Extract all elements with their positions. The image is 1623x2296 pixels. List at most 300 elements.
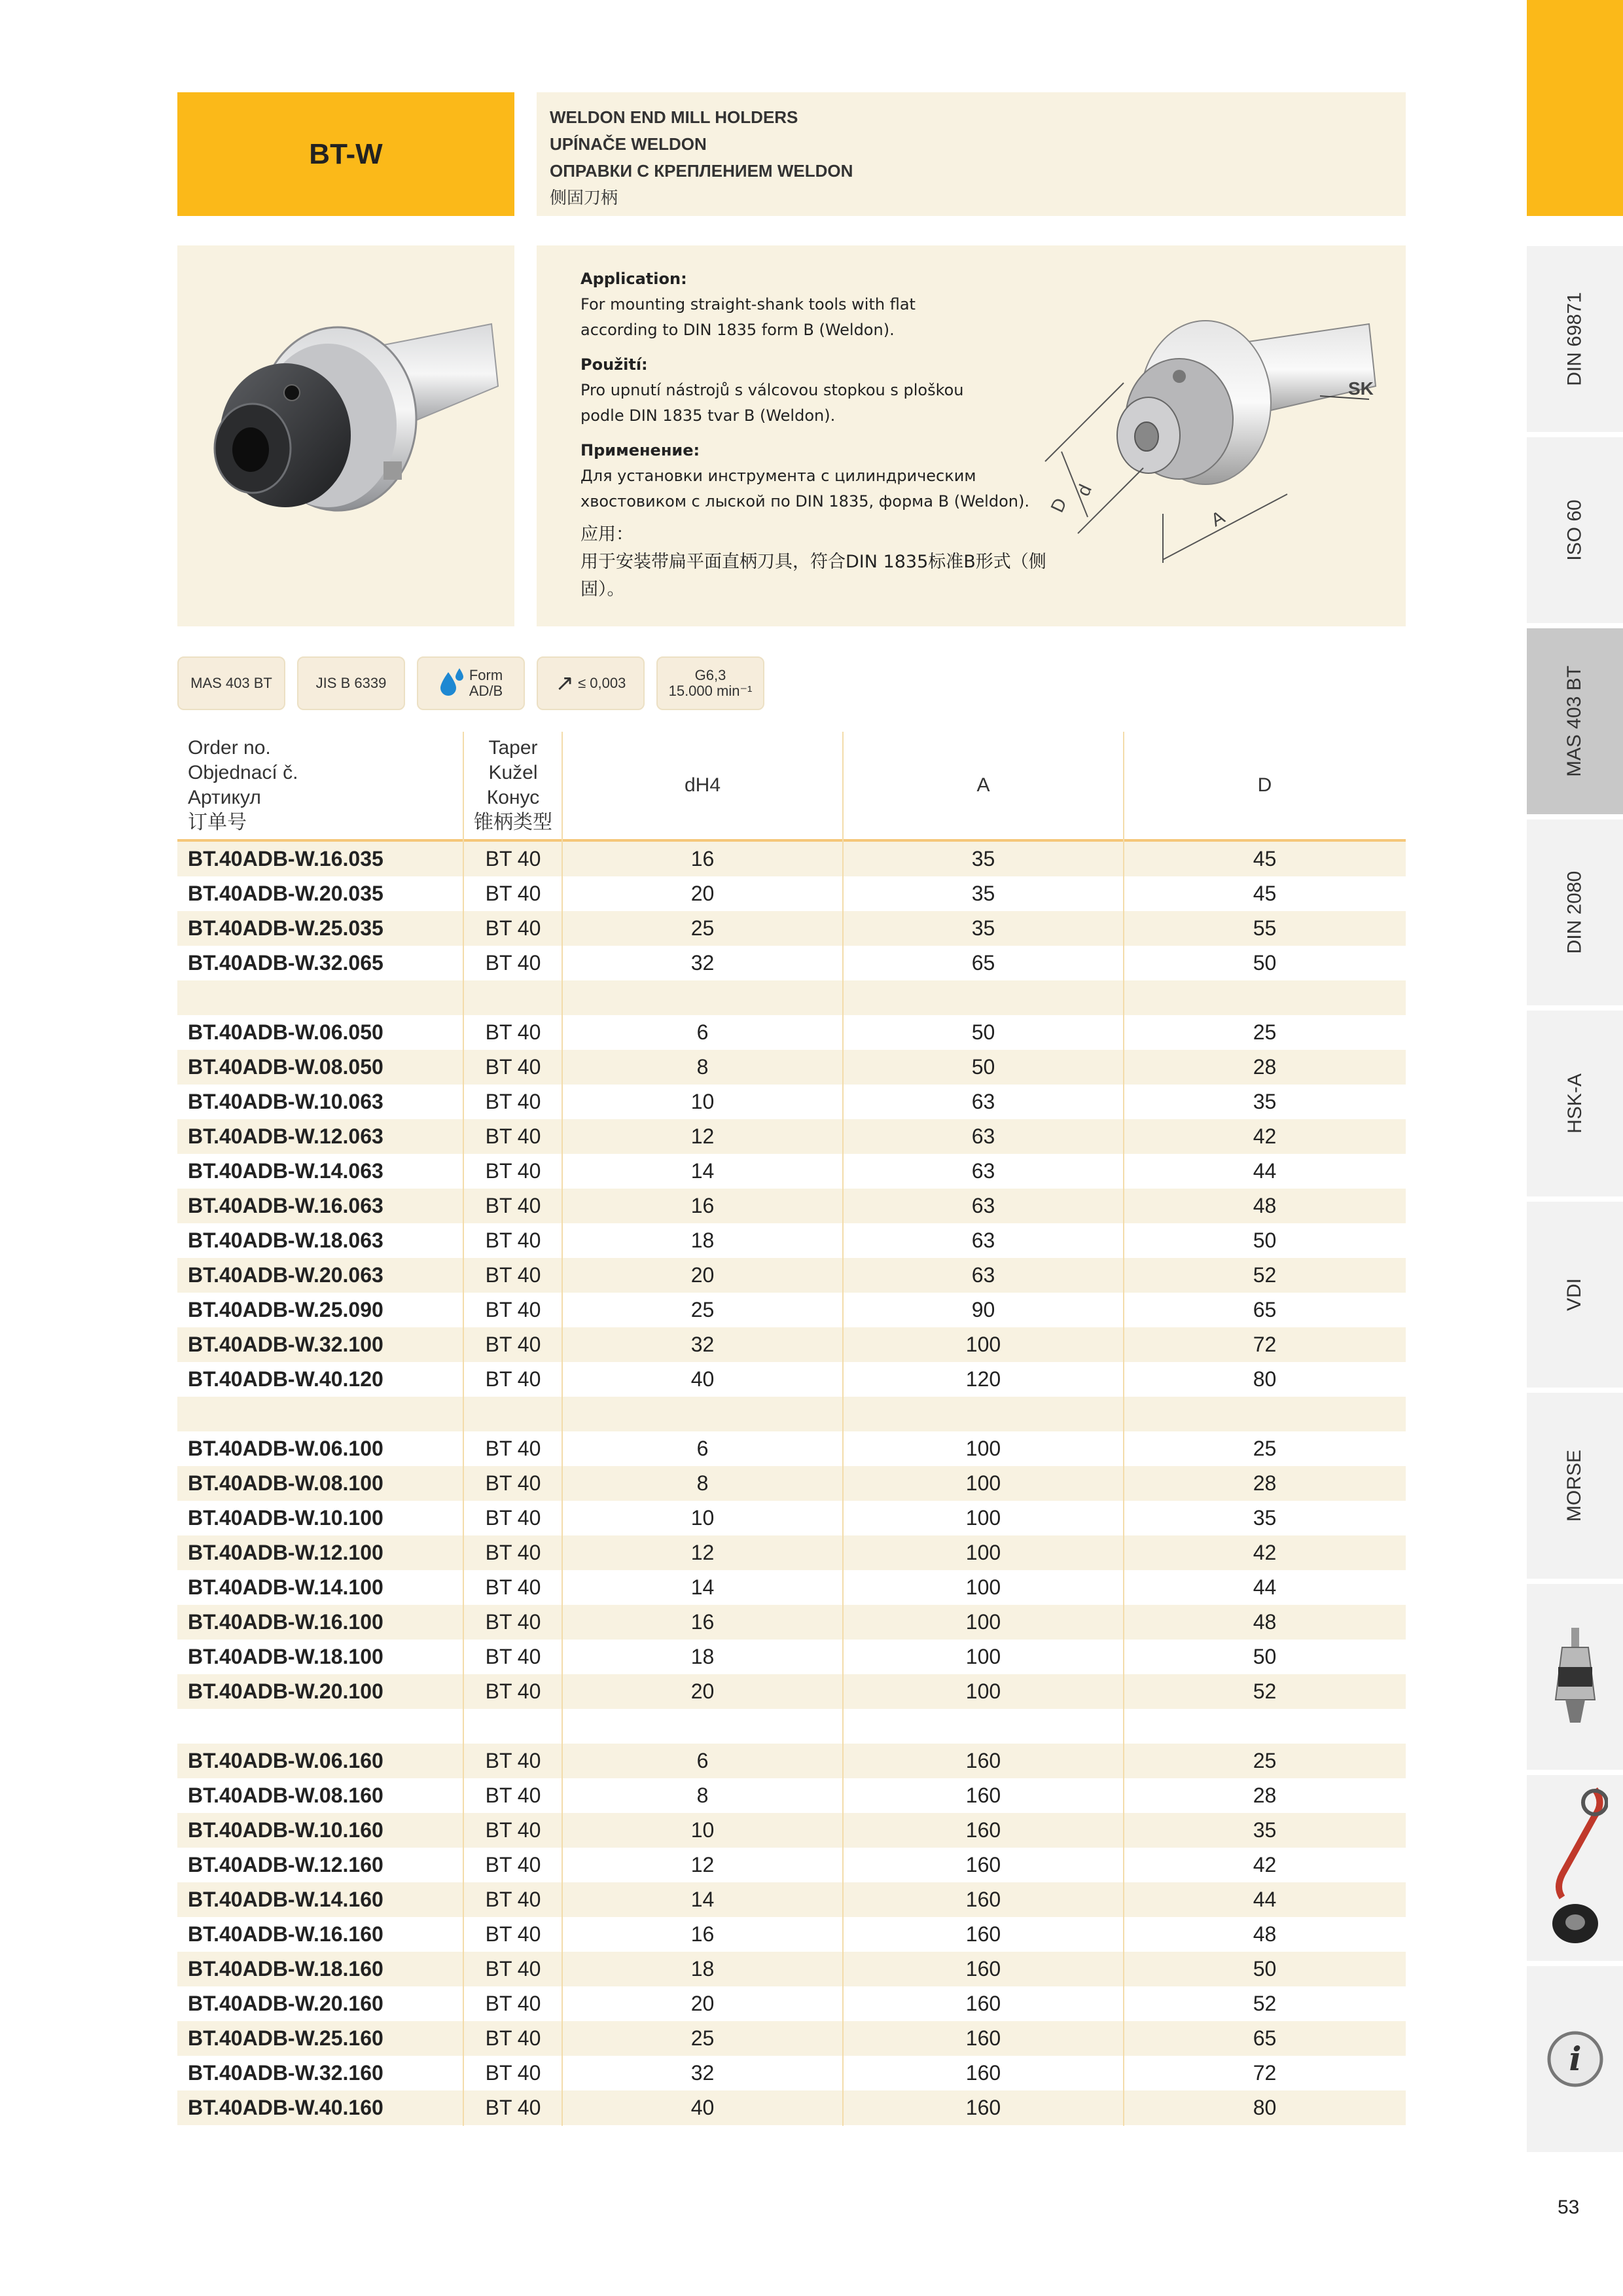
info-icon <box>1546 2030 1605 2089</box>
table-row <box>177 1882 1406 1917</box>
table-row <box>177 1189 1406 1223</box>
dh4-cell: 20 <box>690 882 715 905</box>
taper-cell: BT 40 <box>485 1679 541 1703</box>
page-number: 53 <box>1558 2197 1580 2218</box>
taper-cell: BT 40 <box>485 951 541 975</box>
dh4-cell: 25 <box>690 1298 715 1321</box>
tool-holder-image <box>177 245 514 626</box>
a-cell <box>843 1709 1124 1744</box>
table-row <box>177 1050 1406 1085</box>
a-cell: 50 <box>971 1055 995 1079</box>
column-divider <box>463 732 464 2126</box>
a-cell: 160 <box>965 2096 1001 2119</box>
order-no-cell: BT.40ADB-W.16.063 <box>188 1194 383 1217</box>
a-cell: 63 <box>971 1159 995 1183</box>
taper-cell: BT 40 <box>485 1888 541 1911</box>
tab-label: DIN 69871 <box>1563 292 1586 386</box>
taper-cell <box>464 1709 562 1744</box>
dh4-cell: 10 <box>690 1818 715 1842</box>
tab-accessories[interactable] <box>1527 1775 1623 1964</box>
taper-cell: BT 40 <box>485 1263 541 1287</box>
taper-cell: BT 40 <box>485 1020 541 1044</box>
application-zh-line2: 固）。 <box>580 579 625 600</box>
dh4-cell: 32 <box>690 951 715 975</box>
tab-vdi[interactable] <box>1527 1202 1623 1390</box>
a-cell: 100 <box>965 1333 1001 1356</box>
d-cell: 25 <box>1253 1437 1277 1460</box>
order-no-cell: BT.40ADB-W.06.050 <box>188 1020 383 1044</box>
table-row <box>177 842 1406 876</box>
table-spacer-row <box>177 1397 1406 1431</box>
taper-cell: BT 40 <box>485 2026 541 2050</box>
application-text <box>580 266 1065 603</box>
order-no-cell: BT.40ADB-W.25.090 <box>188 1298 383 1321</box>
header-dh4: dH4 <box>684 774 721 796</box>
d-cell: 48 <box>1253 1194 1277 1217</box>
order-no-cell: BT.40ADB-W.10.160 <box>188 1818 383 1842</box>
d-cell: 25 <box>1253 1749 1277 1772</box>
taper-cell: BT 40 <box>485 1575 541 1599</box>
balance-badge <box>656 656 764 710</box>
tab-din-69871[interactable] <box>1527 246 1623 435</box>
tab-din-2080[interactable] <box>1527 819 1623 1008</box>
dh4-cell: 12 <box>690 1124 715 1148</box>
taper-cell: BT 40 <box>485 1749 541 1772</box>
dh4-cell: 16 <box>690 1194 715 1217</box>
table-row <box>177 876 1406 911</box>
section-code: BT-W <box>177 92 514 216</box>
table-spacer-row <box>177 980 1406 1015</box>
dh4-cell: 8 <box>696 1784 709 1807</box>
order-no-cell: BT.40ADB-W.18.160 <box>188 1957 383 1981</box>
a-cell: 160 <box>965 1749 1001 1772</box>
sk-label: SK <box>1348 378 1374 399</box>
order-no-cell <box>177 1709 464 1744</box>
application-en-line1: For mounting straight-shank tools with flat <box>580 295 916 314</box>
d-cell: 72 <box>1253 1333 1277 1356</box>
taper-cell: BT 40 <box>485 1992 541 2015</box>
taper-cell: BT 40 <box>485 1367 541 1391</box>
table-row <box>177 1362 1406 1397</box>
a-cell: 100 <box>965 1679 1001 1703</box>
column-divider <box>1123 732 1124 2126</box>
dh4-cell: 40 <box>690 1367 715 1391</box>
table-row <box>177 1015 1406 1050</box>
header-taper-en: Taper <box>488 737 538 759</box>
application-ru-line2: хвостовиком с лыской по DIN 1835, форма B (Weldon). <box>580 492 1029 511</box>
runout-value: ≤ 0,003 <box>578 675 626 691</box>
dh4-cell: 16 <box>690 847 715 870</box>
header-taper <box>464 732 562 839</box>
d-cell: 25 <box>1253 1020 1277 1044</box>
dh4-cell: 40 <box>690 2096 715 2119</box>
runout-badge <box>537 656 645 710</box>
dh4-cell: 14 <box>690 1159 715 1183</box>
coolant-drop-icon <box>439 667 465 700</box>
mas-badge: MAS 403 BT <box>177 656 285 710</box>
header-order-zh: 订单号 <box>188 812 247 833</box>
d-cell <box>1124 1397 1406 1431</box>
tab-label: ISO 60 <box>1563 499 1586 561</box>
taper-cell: BT 40 <box>485 1784 541 1807</box>
header-order-cz: Objednací č. <box>188 762 298 783</box>
dh4-cell: 6 <box>696 1749 709 1772</box>
title-cz: UPÍNAČE WELDON <box>550 134 707 154</box>
taper-cell: BT 40 <box>485 1610 541 1634</box>
header-order-no <box>177 732 464 839</box>
balance-grade: G6,3 <box>694 667 726 683</box>
a-cell: 100 <box>965 1437 1001 1460</box>
table-row <box>177 1501 1406 1535</box>
order-no-cell: BT.40ADB-W.08.050 <box>188 1055 383 1079</box>
taper-cell: BT 40 <box>485 1853 541 1876</box>
dh4-cell: 12 <box>690 1541 715 1564</box>
coolant-form-badge <box>417 656 525 710</box>
d-cell: 72 <box>1253 2061 1277 2085</box>
tab-label: MAS 403 BT <box>1563 665 1586 778</box>
tab-info[interactable] <box>1527 1966 1623 2155</box>
title-ru: ОПРАВКИ С КРЕПЛЕНИЕМ WELDON <box>550 161 853 181</box>
dh4-cell: 18 <box>690 1645 715 1668</box>
header-d: D <box>1257 774 1272 796</box>
d-cell: 28 <box>1253 1471 1277 1495</box>
product-table <box>177 732 1406 2125</box>
tab-label: HSK-A <box>1563 1073 1586 1134</box>
dh4-cell: 14 <box>690 1888 715 1911</box>
product-photo <box>177 245 514 626</box>
title-zh: 侧固刀柄 <box>550 188 618 207</box>
table-row <box>177 1293 1406 1327</box>
table-row <box>177 1952 1406 1986</box>
a-cell: 63 <box>971 1263 995 1287</box>
d-cell: 35 <box>1253 1818 1277 1842</box>
application-zh-heading: 应用： <box>580 524 633 545</box>
taper-cell <box>464 980 562 1015</box>
table-row <box>177 1848 1406 1882</box>
a-cell <box>843 980 1124 1015</box>
table-row <box>177 1640 1406 1674</box>
table-row <box>177 1986 1406 2021</box>
order-no-cell: BT.40ADB-W.10.100 <box>188 1506 383 1530</box>
d-cell: 65 <box>1253 2026 1277 2050</box>
d-cell: 50 <box>1253 1229 1277 1252</box>
taper-cell: BT 40 <box>485 1471 541 1495</box>
application-ru-heading: Применение: <box>580 441 700 459</box>
header-taper-ru: Конус <box>486 787 540 808</box>
a-cell: 160 <box>965 1818 1001 1842</box>
form-label: Form <box>469 667 503 683</box>
table-row <box>177 1223 1406 1258</box>
D-label: D <box>1046 495 1071 516</box>
d-cell: 45 <box>1253 882 1277 905</box>
table-row <box>177 1258 1406 1293</box>
header-order-ru: Артикул <box>188 787 261 808</box>
a-cell: 100 <box>965 1541 1001 1564</box>
order-no-cell: BT.40ADB-W.08.160 <box>188 1784 383 1807</box>
d-cell: 45 <box>1253 847 1277 870</box>
a-cell: 35 <box>971 882 995 905</box>
A-label: A <box>1207 507 1228 531</box>
jis-badge: JIS B 6339 <box>297 656 405 710</box>
dh4-cell: 20 <box>690 1263 715 1287</box>
a-cell: 160 <box>965 1888 1001 1911</box>
taper-cell: BT 40 <box>485 882 541 905</box>
header-taper-cz: Kužel <box>488 762 538 783</box>
a-cell: 100 <box>965 1575 1001 1599</box>
dh4-cell: 16 <box>690 1610 715 1634</box>
taper-cell: BT 40 <box>485 1159 541 1183</box>
a-cell: 90 <box>971 1298 995 1321</box>
tab-morse[interactable] <box>1527 1393 1623 1581</box>
d-cell: 80 <box>1253 2096 1277 2119</box>
a-cell: 100 <box>965 1471 1001 1495</box>
d-cell: 65 <box>1253 1298 1277 1321</box>
table-row <box>177 1535 1406 1570</box>
dh4-cell: 12 <box>690 1853 715 1876</box>
a-cell: 63 <box>971 1090 995 1113</box>
application-en-line2: according to DIN 1835 form B (Weldon). <box>580 321 895 339</box>
table-row <box>177 2090 1406 2125</box>
taper-cell: BT 40 <box>485 1055 541 1079</box>
d-cell: 28 <box>1253 1784 1277 1807</box>
table-row <box>177 1605 1406 1640</box>
dh4-cell: 8 <box>696 1471 709 1495</box>
order-no-cell: BT.40ADB-W.14.100 <box>188 1575 383 1599</box>
tab-drill-chuck[interactable] <box>1527 1584 1623 1772</box>
taper-cell: BT 40 <box>485 1506 541 1530</box>
d-cell <box>1124 1709 1406 1744</box>
order-no-cell: BT.40ADB-W.12.063 <box>188 1124 383 1148</box>
table-row <box>177 1431 1406 1466</box>
order-no-cell: BT.40ADB-W.25.035 <box>188 916 383 940</box>
taper-cell: BT 40 <box>485 1090 541 1113</box>
dh4-cell: 10 <box>690 1090 715 1113</box>
a-cell: 100 <box>965 1645 1001 1668</box>
a-cell: 100 <box>965 1610 1001 1634</box>
tab-label: VDI <box>1563 1278 1586 1312</box>
drill-chuck-icon <box>1549 1628 1601 1726</box>
order-no-cell: BT.40ADB-W.20.100 <box>188 1679 383 1703</box>
table-row <box>177 1744 1406 1778</box>
taper-cell: BT 40 <box>485 1922 541 1946</box>
table-header <box>177 732 1406 842</box>
a-cell: 120 <box>965 1367 1001 1391</box>
dh4-cell: 32 <box>690 2061 715 2085</box>
a-cell: 35 <box>971 847 995 870</box>
taper-cell: BT 40 <box>485 1957 541 1981</box>
order-no-cell: BT.40ADB-W.08.100 <box>188 1471 383 1495</box>
d-cell: 44 <box>1253 1888 1277 1911</box>
a-cell: 160 <box>965 1957 1001 1981</box>
section-titles <box>537 92 1406 216</box>
header-taper-zh: 锥柄类型 <box>474 812 552 833</box>
wrench-nut-icon <box>1543 1783 1608 1953</box>
taper-cell: BT 40 <box>485 1298 541 1321</box>
dh4-cell: 32 <box>690 1333 715 1356</box>
d-cell: 28 <box>1253 1055 1277 1079</box>
application-en-heading: Application: <box>580 270 687 288</box>
d-cell: 42 <box>1253 1541 1277 1564</box>
order-no-cell: BT.40ADB-W.32.160 <box>188 2061 383 2085</box>
side-navigation <box>1527 0 1623 2153</box>
tab-mas-403-bt[interactable] <box>1527 628 1623 817</box>
table-row <box>177 2056 1406 2090</box>
dimension-drawing <box>1039 298 1395 586</box>
taper-cell: BT 40 <box>485 2061 541 2085</box>
d-cell: 50 <box>1253 951 1277 975</box>
order-no-cell: BT.40ADB-W.18.063 <box>188 1229 383 1252</box>
table-spacer-row <box>177 1709 1406 1744</box>
a-cell: 63 <box>971 1194 995 1217</box>
order-no-cell: BT.40ADB-W.10.063 <box>188 1090 383 1113</box>
order-no-cell: BT.40ADB-W.12.160 <box>188 1853 383 1876</box>
table-row <box>177 1327 1406 1362</box>
column-divider <box>562 732 563 2126</box>
tab-iso-60[interactable] <box>1527 437 1623 626</box>
header-order-en: Order no. <box>188 737 271 759</box>
d-label: d <box>1073 481 1096 499</box>
tab-hsk-a[interactable] <box>1527 1011 1623 1199</box>
dh4-cell: 25 <box>690 2026 715 2050</box>
order-no-cell: BT.40ADB-W.16.160 <box>188 1922 383 1946</box>
d-cell: 48 <box>1253 1922 1277 1946</box>
order-no-cell: BT.40ADB-W.25.160 <box>188 2026 383 2050</box>
table-row <box>177 911 1406 946</box>
d-cell: 55 <box>1253 916 1277 940</box>
dh4-cell: 14 <box>690 1575 715 1599</box>
tab-label: MORSE <box>1563 1449 1586 1522</box>
a-cell: 50 <box>971 1020 995 1044</box>
d-cell: 52 <box>1253 1679 1277 1703</box>
dh4-cell: 20 <box>690 1992 715 2015</box>
taper-cell: BT 40 <box>485 1124 541 1148</box>
dh4-cell: 20 <box>690 1679 715 1703</box>
order-no-cell: BT.40ADB-W.18.100 <box>188 1645 383 1668</box>
order-no-cell: BT.40ADB-W.40.160 <box>188 2096 383 2119</box>
table-row <box>177 1813 1406 1848</box>
a-cell: 160 <box>965 2061 1001 2085</box>
table-row <box>177 1119 1406 1154</box>
a-cell: 63 <box>971 1124 995 1148</box>
header-a: A <box>976 774 990 796</box>
taper-cell: BT 40 <box>485 1437 541 1460</box>
title-en: WELDON END MILL HOLDERS <box>550 107 798 127</box>
application-ru-line1: Для установки инструмента с цилиндрическим <box>580 467 976 485</box>
order-no-cell: BT.40ADB-W.06.160 <box>188 1749 383 1772</box>
dh4-cell: 6 <box>696 1020 709 1044</box>
taper-cell: BT 40 <box>485 847 541 870</box>
table-row <box>177 1570 1406 1605</box>
taper-cell: BT 40 <box>485 2096 541 2119</box>
order-no-cell: BT.40ADB-W.14.160 <box>188 1888 383 1911</box>
table-row <box>177 1466 1406 1501</box>
taper-cell: BT 40 <box>485 1194 541 1217</box>
d-cell: 42 <box>1253 1853 1277 1876</box>
order-no-cell: BT.40ADB-W.14.063 <box>188 1159 383 1183</box>
application-cz-line2: podle DIN 1835 tvar B (Weldon). <box>580 406 836 425</box>
d-cell: 52 <box>1253 1263 1277 1287</box>
dh4-cell: 8 <box>696 1055 709 1079</box>
d-cell: 48 <box>1253 1610 1277 1634</box>
table-row <box>177 946 1406 980</box>
d-cell: 44 <box>1253 1159 1277 1183</box>
dh4-cell: 10 <box>690 1506 715 1530</box>
order-no-cell <box>177 980 464 1015</box>
dh4-cell <box>562 980 843 1015</box>
a-cell: 100 <box>965 1506 1001 1530</box>
form-value: AD/B <box>469 683 503 699</box>
table-row <box>177 2021 1406 2056</box>
taper-cell: BT 40 <box>485 1333 541 1356</box>
d-cell: 44 <box>1253 1575 1277 1599</box>
taper-cell: BT 40 <box>485 916 541 940</box>
dh4-cell: 18 <box>690 1957 715 1981</box>
order-no-cell: BT.40ADB-W.40.120 <box>188 1367 383 1391</box>
order-no-cell: BT.40ADB-W.16.035 <box>188 847 383 870</box>
taper-cell: BT 40 <box>485 1541 541 1564</box>
order-no-cell: BT.40ADB-W.20.160 <box>188 1992 383 2015</box>
a-cell: 35 <box>971 916 995 940</box>
dh4-cell: 18 <box>690 1229 715 1252</box>
d-cell: 52 <box>1253 1992 1277 2015</box>
dh4-cell: 16 <box>690 1922 715 1946</box>
svg-text:i: i <box>1569 2039 1581 2078</box>
a-cell <box>843 1397 1124 1431</box>
balance-speed: 15.000 min⁻¹ <box>668 683 753 699</box>
table-row <box>177 1085 1406 1119</box>
d-cell: 50 <box>1253 1645 1277 1668</box>
feature-badges <box>177 656 764 710</box>
dh4-cell: 25 <box>690 916 715 940</box>
taper-cell: BT 40 <box>485 1645 541 1668</box>
taper-cell: BT 40 <box>485 1229 541 1252</box>
taper-cell <box>464 1397 562 1431</box>
application-zh-line1: 用于安装带扁平面直柄刀具，符合DIN 1835标准B形式（侧 <box>580 552 1046 572</box>
order-no-cell: BT.40ADB-W.16.100 <box>188 1610 383 1634</box>
table-row <box>177 1674 1406 1709</box>
table-row <box>177 1154 1406 1189</box>
a-cell: 63 <box>971 1229 995 1252</box>
table-row <box>177 1917 1406 1952</box>
order-no-cell <box>177 1397 464 1431</box>
a-cell: 160 <box>965 1784 1001 1807</box>
d-cell: 35 <box>1253 1506 1277 1530</box>
order-no-cell: BT.40ADB-W.20.063 <box>188 1263 383 1287</box>
d-cell: 80 <box>1253 1367 1277 1391</box>
application-cz-heading: Použití: <box>580 355 648 374</box>
order-no-cell: BT.40ADB-W.32.100 <box>188 1333 383 1356</box>
tab-label: DIN 2080 <box>1563 870 1586 954</box>
order-no-cell: BT.40ADB-W.06.100 <box>188 1437 383 1460</box>
table-row <box>177 1778 1406 1813</box>
runout-arrow-icon: ↗ <box>555 671 575 696</box>
order-no-cell: BT.40ADB-W.12.100 <box>188 1541 383 1564</box>
order-no-cell: BT.40ADB-W.32.065 <box>188 951 383 975</box>
d-cell: 42 <box>1253 1124 1277 1148</box>
a-cell: 160 <box>965 1992 1001 2015</box>
d-cell: 35 <box>1253 1090 1277 1113</box>
application-cz-line1: Pro upnutí nástrojů s válcovou stopkou s ploškou <box>580 381 964 399</box>
d-cell: 50 <box>1253 1957 1277 1981</box>
a-cell: 160 <box>965 2026 1001 2050</box>
side-nav-accent <box>1527 0 1623 216</box>
column-divider <box>842 732 844 2126</box>
a-cell: 160 <box>965 1853 1001 1876</box>
table-body <box>177 842 1406 2125</box>
a-cell: 65 <box>971 951 995 975</box>
taper-cell: BT 40 <box>485 1818 541 1842</box>
order-no-cell: BT.40ADB-W.20.035 <box>188 882 383 905</box>
